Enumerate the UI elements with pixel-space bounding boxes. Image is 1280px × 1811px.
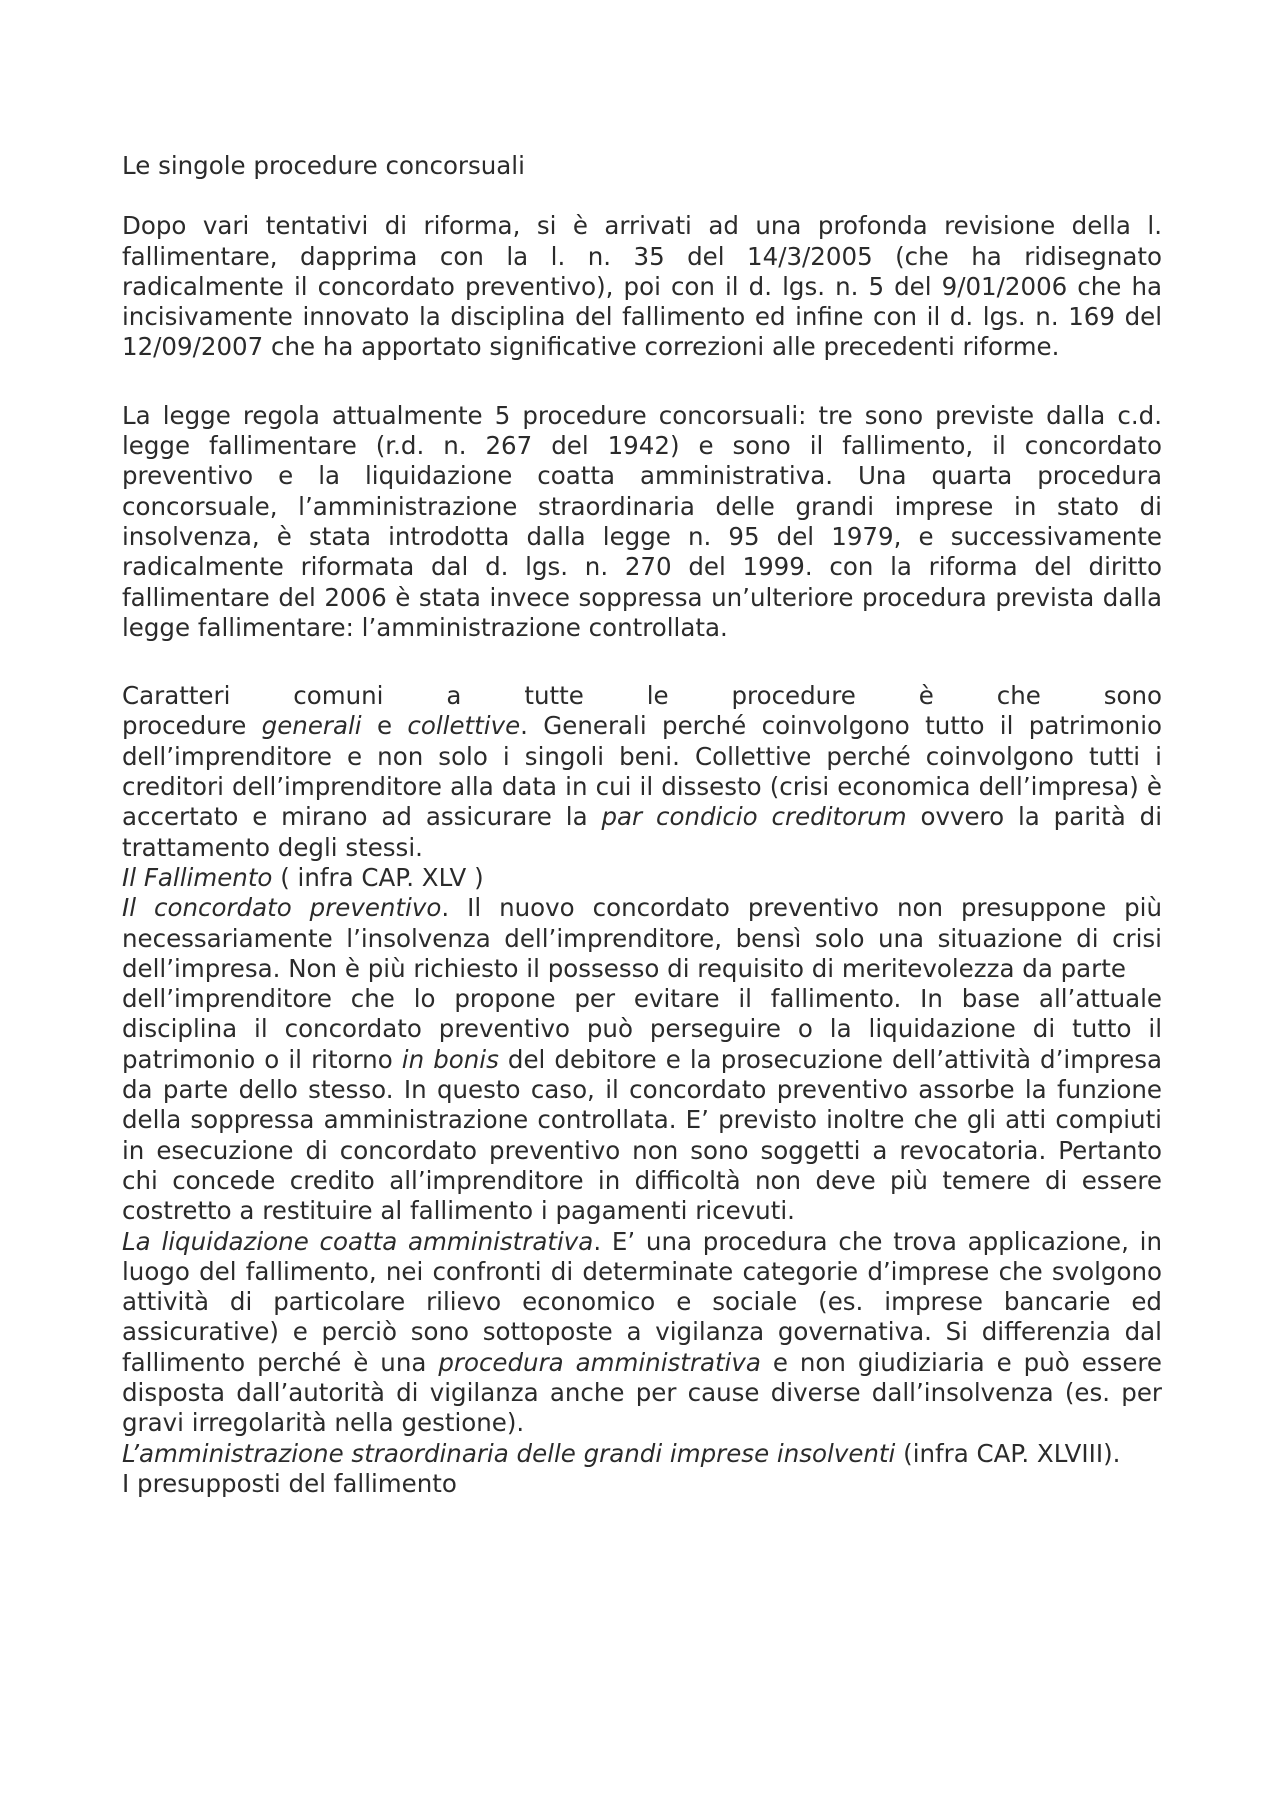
paragraph-caratteri [122,711,1162,862]
text-span: procedure [122,711,262,741]
italic-procedura-amministrativa: procedura amministrativa [438,1347,761,1377]
document-title: Le singole procedure concorsuali [122,151,525,180]
italic-liquidazione: La liquidazione coatta amministrativa [122,1226,594,1256]
paragraph-amministrazione [122,1439,1162,1469]
paragraph-riforma: Dopo vari tentativi di riforma, si è arrivati ad una profonda revisione della l. fallimentare, dapprima con la l. n. 35 del 14/3/2005 (che ha ridisegnato radicalmente il concordato preventivo), poi con il d. lgs. n. 5 del 9/01/2006 che ha incisivamente innovato la disciplina del fallimento ed infine con il d. lgs. n. 169 del 12/09/2007 che ha apportato significative correzioni alle precedenti riforme. [122,211,1162,362]
italic-in-bonis: in bonis [401,1044,499,1074]
italic-concordato: Il concordato preventivo [122,893,442,923]
text-span: ( infra CAP. XLV ) [272,862,484,892]
paragraph-presupposti: I presupposti del fallimento [122,1468,457,1498]
paragraph-liquidazione [122,1227,1162,1439]
text-span: del debitore e la prosecuzione dell’attività d’impresa da parte dello stesso. In questo caso, il concordato preventivo assorbe la funzione della soppressa amministrazione controllata. E’ previsto inoltre che gli atti compiuti in esecuzione di concordato preventivo non sono soggetti a revocatoria. Pertanto chi concede credito all’imprenditore in difficoltà non deve più temere di essere costretto a restituire al fallimento i pagamenti ricevuti. [122,1044,1162,1226]
text-span: (infra CAP. XLVIII). [895,1438,1121,1468]
paragraph-caratteri-line1: Caratteri comuni a tutte le procedure è che sono [122,681,1162,711]
italic-par-condicio: par condicio creditorum [601,802,907,832]
text-span: e non giudiziaria e può essere disposta dall’autorità di vigilanza anche per cause diverse dall’insolvenza (es. per gravi irregolarità nella gestione). [122,1347,1162,1438]
paragraph-concordato-cont [122,984,1162,1226]
text-span: dell’imprenditore che lo propone per evitare il fallimento. In base all’attuale disciplina il concordato preventivo può perseguire o la liquidazione di tutto il patrimonio o il ritorno [122,984,1162,1074]
paragraph-concordato [122,893,1162,984]
italic-generali: generali [261,711,362,741]
text-span: ovvero la parità di trattamento degli stessi. [122,802,1162,862]
paragraph-procedure: La legge regola attualmente 5 procedure concorsuali: tre sono previste dalla c.d. legge fallimentare (r.d. n. 267 del 1942) e sono il fallimento, il concordato preventivo e la liquidazione coatta amministrativa. Una quarta procedura concorsuale, l’amministrazione straordinaria delle grandi imprese in stato di insolvenza, è stata introdotta dalla legge n. 95 del 1979, e successivamente radicalmente riformata dal d. lgs. n. 270 del 1999. con la riforma del diritto fallimentare del 2006 è stata invece soppressa un’ulteriore procedura prevista dalla legge fallimentare: l’amministrazione controllata. [122,400,1162,642]
text-span: . E’ una procedura che trova applicazione, in luogo del fallimento, nei confronti di determinate categorie d’imprese che svolgono attività di particolare rilievo economico e sociale (es. imprese bancarie ed assicurative) e perciò sono sottoposte a vigilanza governativa. Si differenzia dal fallimento perché è una [122,1226,1163,1377]
document-body [122,151,1162,1499]
text-span: . Il nuovo concordato preventivo non presuppone più necessariamente l’insolvenza dell’imprenditore, bensì solo una situazione di crisi dell’impresa. Non è più richiesto il possesso di requisito di meritevolezza da parte [122,893,1162,983]
italic-fallimento: Il Fallimento [122,862,273,892]
italic-collettive: collettive [407,711,521,741]
italic-amministrazione: L’amministrazione straordinaria delle grandi imprese insolventi [122,1438,896,1468]
text-span: e [361,711,408,741]
text-span: . Generali perché coinvolgono tutto il patrimonio dell’imprenditore e non solo i singoli beni. Collettive perché coinvolgono tutti i creditori dell’imprenditore alla data in cui il dissesto (crisi economica dell’impresa) è accertato e mirano ad assicurare la [122,711,1162,832]
paragraph-fallimento [122,863,1162,893]
